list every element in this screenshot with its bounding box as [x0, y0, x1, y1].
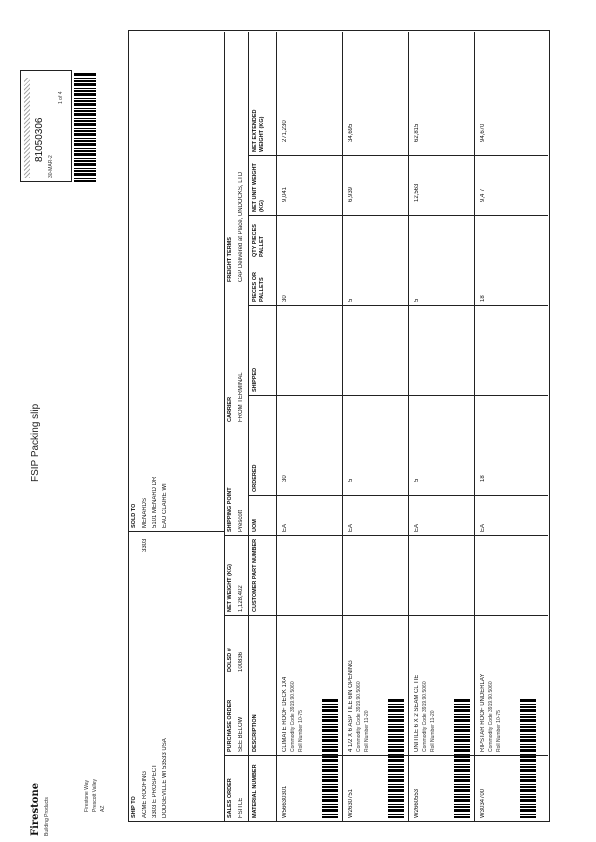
row-ordered: 18	[480, 475, 486, 482]
row-unit-weight: 12,563	[414, 183, 420, 202]
val-carrier: FROM TERMINAL	[238, 372, 244, 422]
row-desc: Commodity Code 3919.90.5060	[488, 681, 494, 752]
col-qty: QTY PIECES PALLET	[252, 224, 265, 257]
row-material: W56630301	[282, 785, 288, 818]
hdr-net-weight: NET WEIGHT (KG)	[227, 564, 233, 612]
address-line-2: Prescott Valley	[92, 779, 98, 812]
row-material: W3034700	[480, 788, 486, 818]
row-desc: Commodity Code 3919.90.5060	[422, 681, 428, 752]
col-unit-weight: NET UNIT WEIGHT (KG)	[252, 163, 265, 212]
row-desc: UNITILE 6 X 2 SEAM CL TIE	[414, 674, 420, 752]
row-barcode	[520, 698, 536, 818]
col-description: DESCRIPTION	[252, 714, 258, 752]
doc-number-label	[24, 78, 30, 178]
shipto-code: 3303	[142, 538, 148, 552]
row-unit-weight: 9,4 7	[480, 188, 486, 202]
col-material: MATERIAL NUMBER	[252, 764, 258, 818]
shipto-line-2: 3303 E PROSPECT	[152, 764, 158, 818]
hdr-freight-terms: FREIGHT TERMS	[227, 237, 233, 282]
val-sales-order: FSITLE	[238, 797, 244, 818]
row-ext-weight: 62,815	[414, 123, 420, 142]
col-ordered: ORDERED	[252, 464, 258, 492]
hdr-sales-order: SALES ORDER	[227, 778, 233, 818]
row-desc: CLIMATE ROOF DECK 1X4	[282, 676, 288, 752]
hdr-dolsd: DOLSD #	[227, 648, 233, 672]
col-uom: UOM	[252, 519, 258, 532]
val-net-weight: 1,128,402	[238, 585, 244, 612]
doc-date: 30-MAR-2	[48, 155, 54, 178]
row-ordered: 5	[414, 478, 420, 482]
row-barcode	[322, 698, 338, 818]
row-ordered: 5	[348, 478, 354, 482]
row-barcode	[454, 698, 470, 818]
col-shipped: SHIPPED	[252, 367, 258, 392]
row-ext-weight: 34,695	[348, 123, 354, 142]
row-desc: Commodity Code 3919.90.5060	[356, 681, 362, 752]
row-material: W2630751	[348, 788, 354, 818]
row-uom: EA	[282, 523, 288, 532]
val-purchase-order: SEE BELOW	[238, 716, 244, 752]
col-pallets: PIECES OR PALLETS	[252, 272, 265, 302]
shipto-label: SHIP TO	[131, 796, 137, 818]
company-subtitle: Building Products	[44, 797, 50, 836]
row-unit-weight: 9,041	[282, 186, 288, 202]
row-pallets: 30	[282, 295, 288, 302]
address-line-3: AZ	[100, 805, 106, 812]
row-pallets: 5	[414, 298, 420, 302]
row-unit-weight: 6,939	[348, 186, 354, 202]
row-desc: Roll Number 10-75	[496, 710, 502, 752]
row-desc: Commodity Code 3919.90.5060	[290, 681, 296, 752]
row-desc: Roll Number 10-75	[298, 710, 304, 752]
soldto-label: SOLD TO	[131, 503, 137, 528]
row-pallets: 5	[348, 298, 354, 302]
hdr-shipping-point: SHIPPING POINT	[227, 487, 233, 532]
shipto-line-3: DODGEVILLE WI 53533 USA	[162, 738, 168, 818]
row-desc: 4 1/2 X 6 ASP TILE 6IN OPENING	[348, 660, 354, 752]
row-uom: EA	[480, 523, 486, 532]
row-uom: EA	[348, 523, 354, 532]
row-pallets: 18	[480, 295, 486, 302]
address-line-1: Firestone Way	[84, 779, 90, 812]
doc-number: 81050306	[34, 117, 45, 162]
val-freight-terms: CAP Delivered at Place, UNDOCKS, LTD	[238, 171, 244, 282]
col-customer-part: CUSTOMER PART NUMBER	[252, 538, 258, 612]
row-barcode	[388, 698, 404, 818]
company-logo: Firestone	[30, 782, 41, 836]
shipto-line-1: ACME ROOFING	[142, 770, 148, 818]
soldto-line-1: MENARDS	[142, 497, 148, 528]
val-dolsd: 100836	[238, 651, 244, 672]
page-count: 1 of 4	[58, 91, 64, 104]
row-uom: EA	[414, 523, 420, 532]
row-material: W2660553	[414, 788, 420, 818]
row-ext-weight: 271,230	[282, 120, 288, 142]
doc-barcode	[74, 72, 96, 182]
soldto-line-3: EAU CLAIRE WI	[162, 483, 168, 528]
hdr-purchase-order: PURCHASE ORDER	[227, 699, 233, 752]
val-shipping-point: Prescott	[238, 509, 244, 532]
col-ext-weight: NET EXTENDED WEIGHT (KG)	[252, 109, 265, 152]
row-desc: RIPSTAR ROOF UNDERLAY	[480, 673, 486, 752]
row-desc: Roll Number 11-20	[364, 710, 370, 752]
soldto-line-2: 5101 MENARD DR	[152, 476, 158, 528]
hdr-carrier: CARRIER	[227, 396, 233, 422]
row-ordered: 30	[282, 475, 288, 482]
document-title: FSIP Packing slip	[30, 403, 41, 482]
row-desc: Roll Number 11-20	[430, 710, 436, 752]
row-ext-weight: 94,670	[480, 123, 486, 142]
